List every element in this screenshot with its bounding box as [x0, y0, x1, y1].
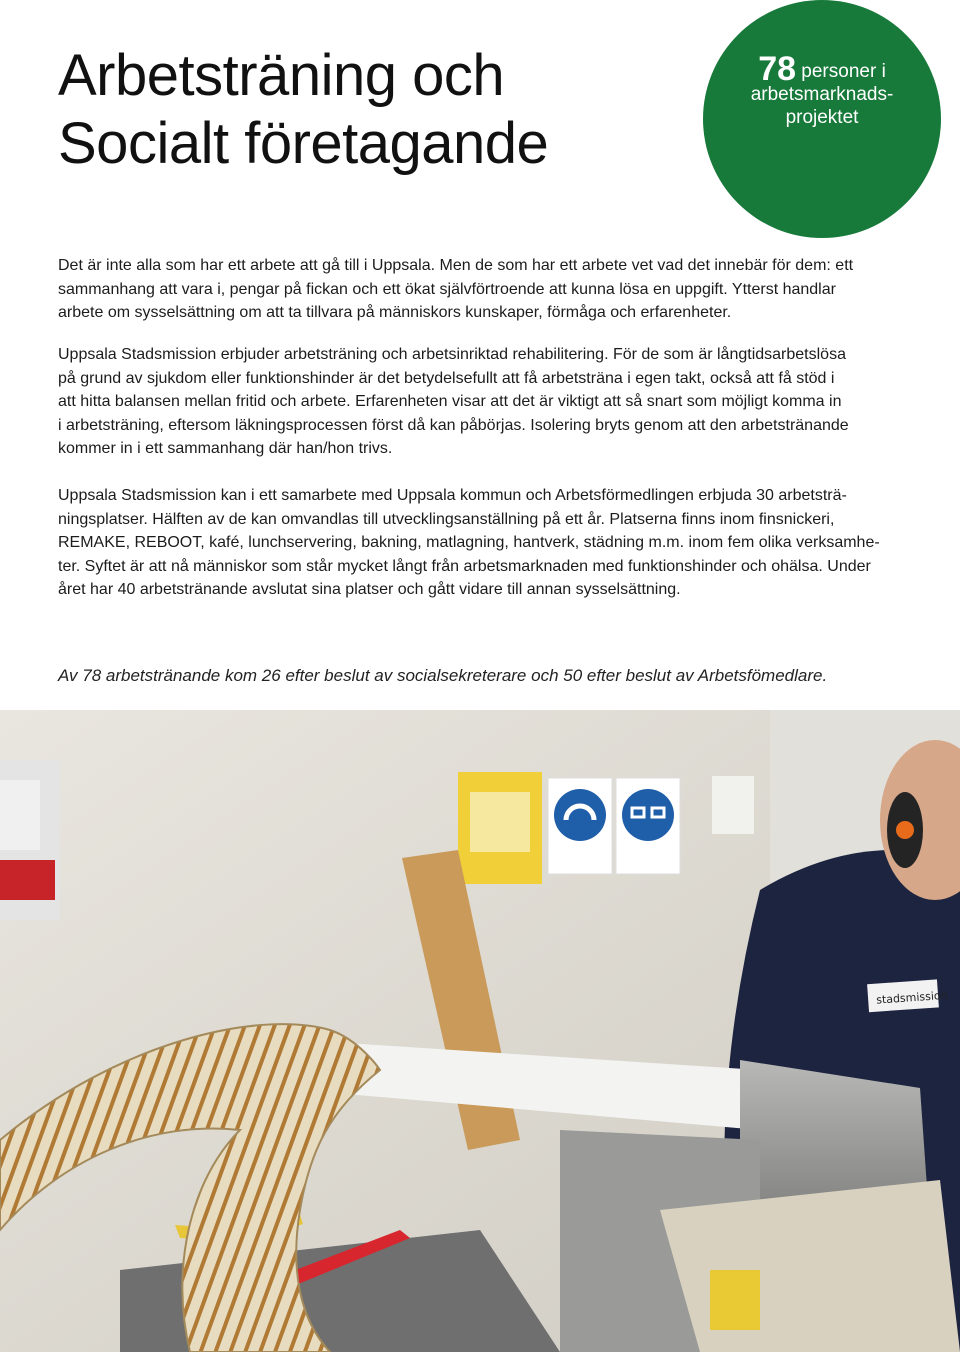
paragraph-rehabilitation: [58, 343, 908, 461]
title-line-1: Arbetsträning och: [58, 43, 505, 108]
statistics-note: Av 78 arbetstränande kom 26 efter beslut av socialsekreterare och 50 efter beslut av Arbetsfömedlare.: [58, 666, 828, 685]
badge-number: 78: [758, 50, 797, 88]
paragraph-intro: [58, 254, 908, 325]
paragraph-line: REMAKE, REBOOT, kafé, lunchservering, bakning, matlagning, hantverk, städning m.m. inom fem olika verksamhe-: [58, 534, 880, 551]
paragraph-line: ningsplatser. Hälften av de kan omvandlas till utvecklingsanställning på ett år. Platserna finns inom finsnickeri,: [58, 510, 835, 528]
ear-protection-sign: [548, 778, 612, 874]
eye-protection-sign: [616, 778, 680, 874]
paragraph-line: året har 40 arbetstränande avslutat sina platser och gått vidare till annan sysselsättning.: [58, 581, 681, 598]
badge-line-2: arbetsmarknads-: [750, 84, 894, 105]
paragraph-line: i arbetsträning, eftersom läkningsprocessen först då kan påbörjas. Isolering bryts genom att den arbetstränande: [58, 416, 849, 434]
paragraph-line: kommer in i ett sammanhang där han/hon trivs.: [58, 440, 393, 457]
badge-text: [703, 50, 941, 129]
name-tag: stadsmission: [875, 988, 949, 1007]
paragraph-line: arbete om sysselsättning om att ta tillvara på människors kunskaper, förmåga och erfarenheter.: [58, 304, 732, 321]
paragraph-line: Uppsala Stadsmission erbjuder arbetsträning och arbetsinriktad rehabilitering. För de som är långtidsarbetslösa: [58, 346, 846, 363]
paragraph-line: att hitta balansen mellan fritid och arbete. Erfarenheten visar att det är viktigt att så snart som möjligt komma in: [58, 393, 842, 410]
badge-line-3: projektet: [785, 107, 859, 128]
switch-box: [712, 776, 754, 834]
paragraph-line: sammanhang att vara i, pengar på fickan och ett ökat självförtroende att kunna lösa en uppgift. Ytterst handlar: [58, 280, 836, 298]
power-outlet: [0, 760, 60, 920]
title-line-2: Socialt företagande: [58, 111, 549, 176]
stat-badge: [703, 0, 941, 238]
paragraph-line: ter. Syftet är att nå människor som står mycket långt från arbetsmarknaden med funktionshinder och ohälsa. Under: [58, 557, 871, 575]
paragraph-line: på grund av sjukdom eller funktionshinder är det betydelsefullt att få arbetsträna i egen takt, också att få stöd i: [58, 369, 835, 387]
page-title: [58, 42, 548, 178]
workshop-photo: [0, 710, 960, 1352]
badge-line-1: personer i: [801, 61, 886, 82]
paragraph-workplaces: [58, 484, 908, 602]
paragraph-line: Det är inte alla som har ett arbete att gå till i Uppsala. Men de som har ett arbete vet vad det innebär för dem: ett: [58, 257, 854, 274]
paragraph-line: Uppsala Stadsmission kan i ett samarbete med Uppsala kommun och Arbetsförmedlingen erbjuda 30 arbetsträ-: [58, 487, 847, 504]
